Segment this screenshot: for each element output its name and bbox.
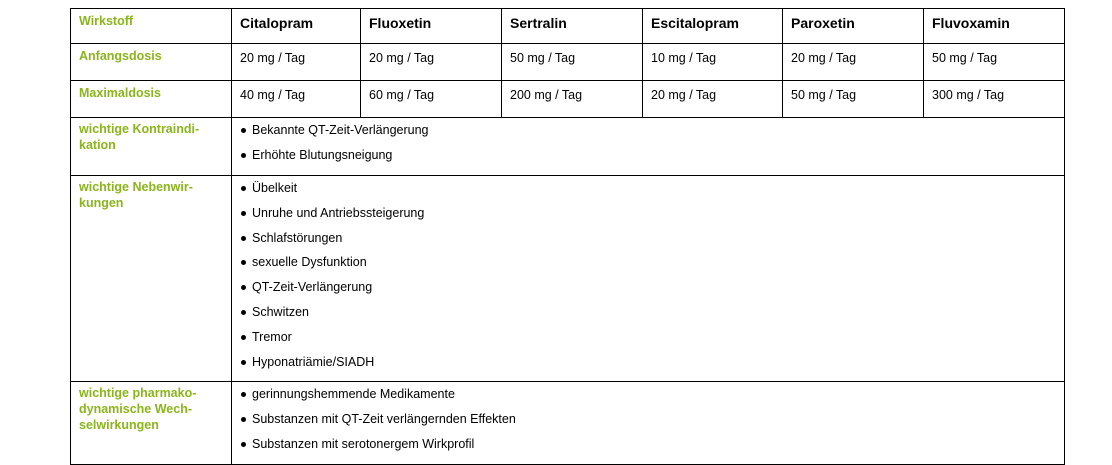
list-item bbox=[240, 303, 1056, 328]
list-item bbox=[240, 410, 1056, 435]
drug-name: Paroxetin bbox=[783, 9, 924, 44]
list-item bbox=[240, 179, 1056, 204]
list-item bbox=[240, 229, 1056, 254]
dose-cell: 60 mg / Tag bbox=[361, 81, 502, 118]
side-effects-cell bbox=[232, 176, 1065, 382]
list-item-text: Hyponatriämie/SIADH bbox=[252, 354, 375, 369]
side-effects-list bbox=[240, 179, 1056, 377]
header-row bbox=[71, 9, 1065, 44]
list-item-text: Übelkeit bbox=[252, 181, 298, 195]
list-item-text: Tremor bbox=[252, 329, 292, 344]
dose-cell: 50 mg / Tag bbox=[502, 44, 643, 81]
bullet-icon bbox=[241, 285, 246, 290]
interactions-list bbox=[240, 385, 1056, 459]
list-item-text: Schwitzen bbox=[252, 304, 309, 319]
bullet-icon bbox=[241, 335, 246, 340]
row-label-line: wichtige pharmako- bbox=[79, 386, 197, 401]
row-label-line: kungen bbox=[79, 196, 124, 210]
dose-cell: 50 mg / Tag bbox=[783, 81, 924, 118]
bullet-icon bbox=[241, 392, 246, 397]
row-label-line: kation bbox=[79, 138, 116, 152]
dose-cell: 40 mg / Tag bbox=[232, 81, 361, 118]
list-item-text: QT-Zeit-Verlängerung bbox=[252, 280, 373, 295]
interactions-row bbox=[71, 382, 1065, 464]
drug-name: Citalopram bbox=[232, 9, 361, 44]
list-item-text: sexuelle Dysfunktion bbox=[252, 255, 367, 270]
dose-cell: 200 mg / Tag bbox=[502, 81, 643, 118]
ssri-comparison-table bbox=[70, 8, 1065, 465]
row-label-wechselwirkungen bbox=[71, 382, 232, 464]
bullet-icon bbox=[241, 417, 246, 422]
list-item-text: gerinnungshemmende Medikamente bbox=[252, 387, 455, 402]
list-item bbox=[240, 385, 1056, 410]
list-item bbox=[240, 435, 1056, 460]
bullet-icon bbox=[241, 153, 246, 158]
list-item-text: Bekannte QT-Zeit-Verlängerung bbox=[252, 123, 429, 137]
row-label-line: wichtige Kontraindi- bbox=[79, 122, 200, 136]
side-effects-row bbox=[71, 176, 1065, 382]
dose-cell: 20 mg / Tag bbox=[783, 44, 924, 81]
dose-cell: 10 mg / Tag bbox=[643, 44, 783, 81]
bullet-icon bbox=[241, 260, 246, 265]
row-label-anfangsdosis: Anfangsdosis bbox=[71, 44, 232, 81]
dose-cell: 20 mg / Tag bbox=[232, 44, 361, 81]
bullet-icon bbox=[241, 236, 246, 241]
list-item-text: Unruhe und Antriebssteigerung bbox=[252, 205, 425, 220]
dose-cell: 300 mg / Tag bbox=[924, 81, 1065, 118]
list-item bbox=[240, 204, 1056, 229]
list-item bbox=[240, 253, 1056, 278]
list-item bbox=[240, 328, 1056, 353]
list-item-text: Erhöhte Blutungsneigung bbox=[252, 147, 393, 162]
list-item bbox=[240, 121, 1056, 146]
contraindications-row bbox=[71, 118, 1065, 176]
row-label-nebenwirkungen bbox=[71, 176, 232, 382]
row-label-maximaldosis: Maximaldosis bbox=[71, 81, 232, 118]
drug-name: Fluvoxamin bbox=[924, 9, 1065, 44]
dose-cell: 20 mg / Tag bbox=[361, 44, 502, 81]
list-item bbox=[240, 278, 1056, 303]
contraindications-list bbox=[240, 121, 1056, 171]
start-dose-row bbox=[71, 44, 1065, 81]
contraindications-cell bbox=[232, 118, 1065, 176]
row-label-line: dynamische Wech- bbox=[79, 402, 193, 417]
list-item-text: Substanzen mit serotonergem Wirkprofil bbox=[252, 436, 475, 451]
bullet-icon bbox=[241, 442, 246, 447]
row-label-kontraindikation bbox=[71, 118, 232, 176]
bullet-icon bbox=[241, 128, 246, 133]
max-dose-row bbox=[71, 81, 1065, 118]
row-label-line: wichtige Nebenwir- bbox=[79, 180, 193, 194]
bullet-icon bbox=[241, 186, 246, 191]
bullet-icon bbox=[241, 310, 246, 315]
dose-cell: 20 mg / Tag bbox=[643, 81, 783, 118]
interactions-cell bbox=[232, 382, 1065, 464]
dose-cell: 50 mg / Tag bbox=[924, 44, 1065, 81]
drug-name: Fluoxetin bbox=[361, 9, 502, 44]
row-label-wirkstoff: Wirkstoff bbox=[71, 9, 232, 44]
bullet-icon bbox=[241, 360, 246, 365]
drug-name: Sertralin bbox=[502, 9, 643, 44]
bullet-icon bbox=[241, 211, 246, 216]
drug-name: Escitalopram bbox=[643, 9, 783, 44]
list-item-text: Schlafstörungen bbox=[252, 230, 343, 245]
list-item bbox=[240, 353, 1056, 378]
row-label-line: selwirkungen bbox=[79, 418, 159, 433]
list-item-text: Substanzen mit QT-Zeit verlängernden Effekten bbox=[252, 412, 516, 427]
list-item bbox=[240, 146, 1056, 171]
